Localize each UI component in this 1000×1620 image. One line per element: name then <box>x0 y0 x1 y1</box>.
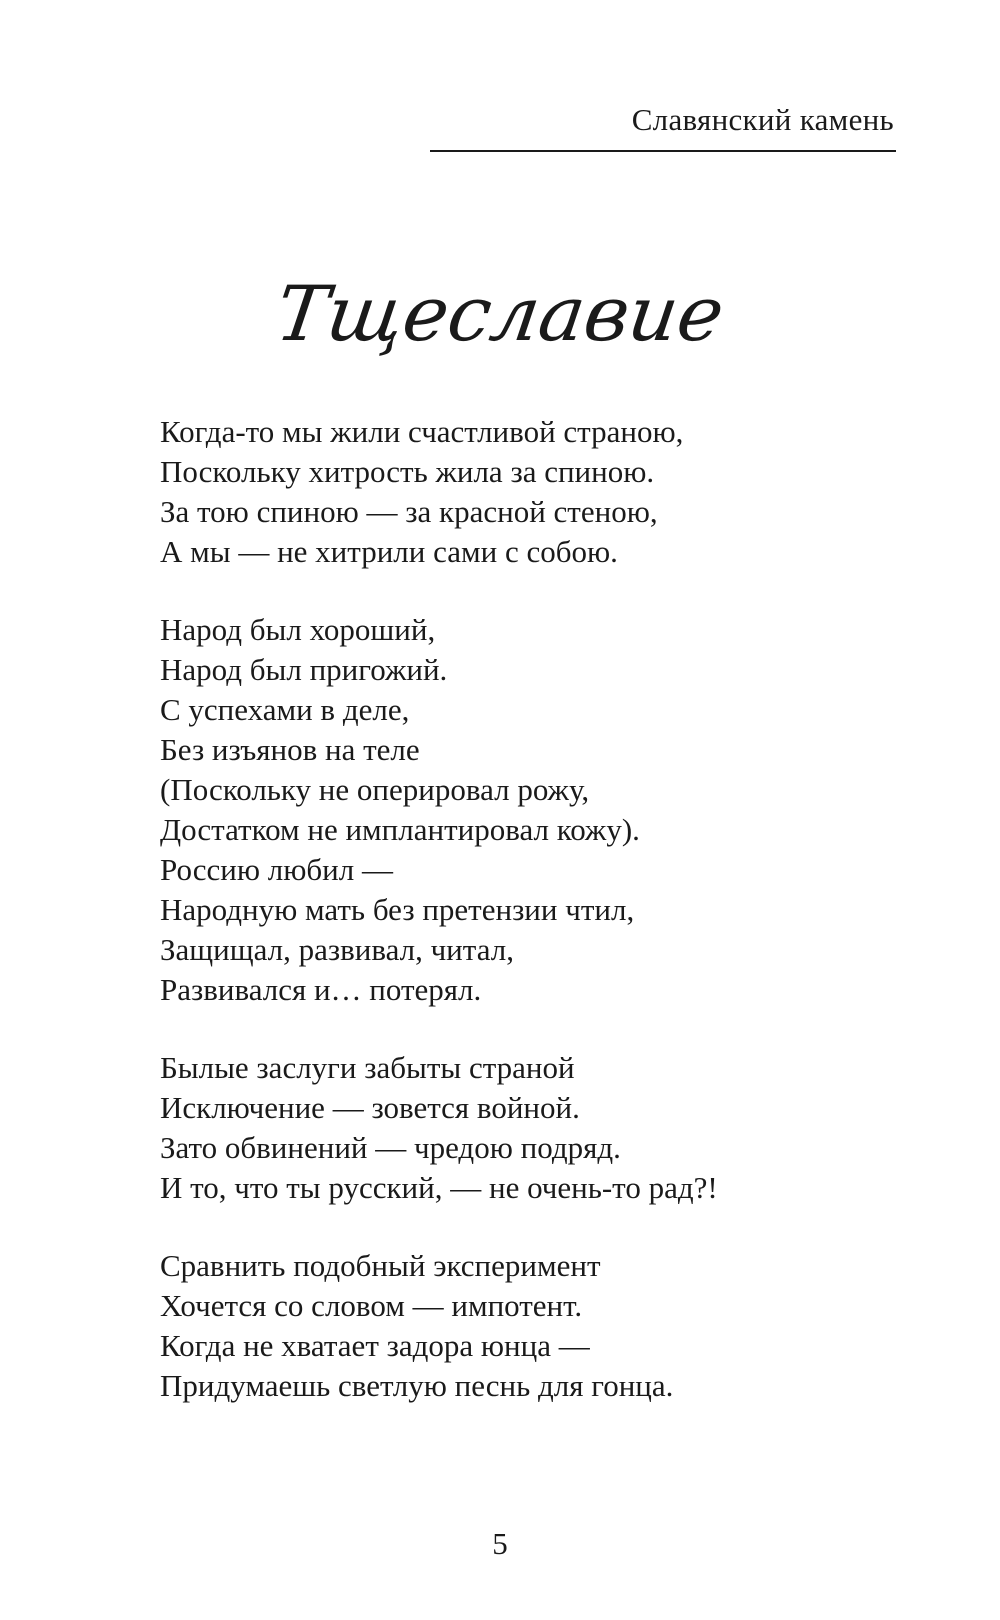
poem-line: А мы — не хитрили сами с собою. <box>160 534 618 569</box>
header-rule <box>430 150 896 152</box>
poem-body <box>160 412 940 1444</box>
poem-line: Россию любил — <box>160 852 393 887</box>
stanza-3 <box>160 1048 940 1208</box>
poem-line: Поскольку хитрость жила за спиною. <box>160 454 655 489</box>
poem-title: Тщеславие <box>270 269 730 358</box>
poem-line: И то, что ты русский, — не очень-то рад?! <box>160 1170 718 1205</box>
poem-line: Хочется со словом — импотент. <box>160 1288 583 1323</box>
poem-line: Былые заслуги забыты страной <box>160 1050 575 1085</box>
poem-line: Придумаешь светлую песнь для гонца. <box>160 1368 674 1403</box>
stanza-4 <box>160 1246 940 1406</box>
page-number: 5 <box>492 1526 508 1561</box>
poem-line: За тою спиною — за красной стеною, <box>160 494 658 529</box>
poem-line: Без изъянов на теле <box>160 732 420 767</box>
stanza-1 <box>160 412 940 572</box>
poem-line: Сравнить подобный эксперимент <box>160 1248 601 1283</box>
poem-line: С успехами в деле, <box>160 692 410 727</box>
poem-line: Защищал, развивал, читал, <box>160 932 514 967</box>
poem-line: Достатком не имплантировал кожу). <box>160 812 640 847</box>
stanza-2 <box>160 610 940 1010</box>
poem-line: Развивался и… потерял. <box>160 972 482 1007</box>
poem-line: Исключение — зовется войной. <box>160 1090 580 1125</box>
running-header: Славянский камень <box>631 102 894 137</box>
poem-line: Когда не хватает задора юнца — <box>160 1328 590 1363</box>
poem-line: Когда-то мы жили счастливой страною, <box>160 414 684 449</box>
poem-line: (Поскольку не оперировал рожу, <box>160 772 590 807</box>
poem-line: Народ был пригожий. <box>160 652 448 687</box>
poem-line: Народ был хороший, <box>160 612 436 647</box>
poem-line: Зато обвинений — чредою подряд. <box>160 1130 621 1165</box>
poem-line: Народную мать без претензии чтил, <box>160 892 635 927</box>
